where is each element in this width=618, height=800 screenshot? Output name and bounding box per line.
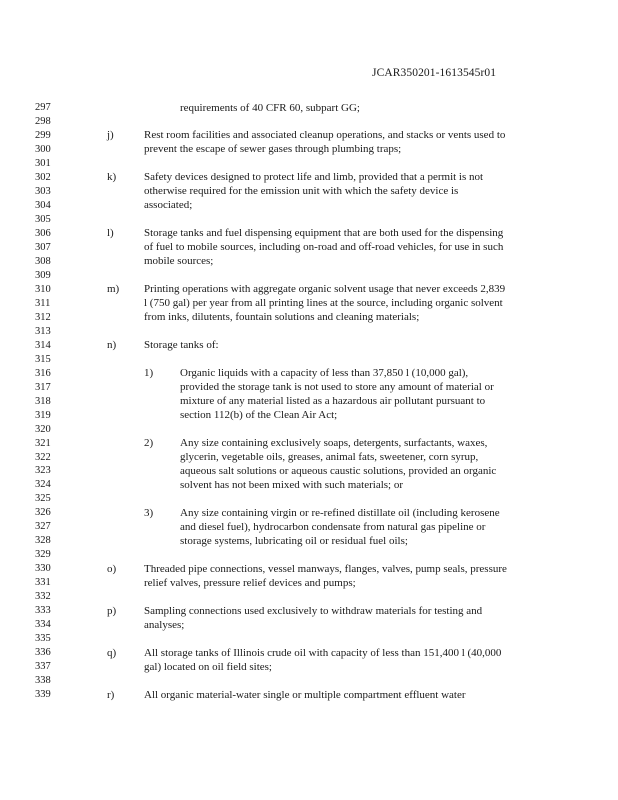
item-text-line: Storage tanks and fuel dispensing equipment that are both used for the dispensing (144, 227, 504, 240)
line-number: 300 (35, 143, 51, 155)
item-label: q) (107, 646, 117, 659)
line-number: 329 (35, 549, 51, 561)
item-text-line: mobile sources; (144, 255, 214, 268)
line-number: 334 (35, 619, 51, 631)
item-text-line: of fuel to mobile sources, including on-road and off-road vehicles, for use in such (144, 241, 504, 254)
item-text-line: prevent the escape of sewer gases through plumbing traps; (144, 143, 402, 156)
item-text-line: Any size containing exclusively soaps, detergents, surfactants, waxes, (180, 437, 488, 450)
line-number: 333 (35, 605, 51, 617)
item-text-line: mixture of any material listed as a hazardous air pollutant pursuant to (180, 395, 486, 408)
item-text-line: l (750 gal) per year from all printing lines at the source, including organic solvent (144, 297, 503, 310)
line-number: 323 (35, 465, 51, 477)
item-text-line: and diesel fuel), hydrocarbon condensate from natural gas pipeline or (180, 520, 486, 533)
line-number: 311 (35, 297, 51, 309)
line-number: 335 (35, 633, 51, 645)
line-number: 297 (35, 102, 51, 113)
item-label: l) (107, 227, 114, 240)
item-label: k) (107, 171, 117, 184)
item-text-line: provided the storage tank is not used to store any amount of material or (180, 381, 494, 394)
item-text-line: Printing operations with aggregate organic solvent usage that never exceeds 2,839 (144, 283, 506, 296)
line-number: 326 (35, 507, 51, 519)
line-number: 304 (35, 199, 51, 211)
line-number: 315 (35, 353, 51, 365)
item-text-line: Threaded pipe connections, vessel manways, flanges, valves, pump seals, pressure (144, 562, 507, 575)
item-text-line: analyses; (144, 618, 185, 631)
item-label: n) (107, 339, 117, 352)
item-label: 1) (144, 367, 154, 380)
item-text-line: requirements of 40 CFR 60, subpart GG; (180, 101, 360, 114)
line-number: 310 (35, 283, 51, 295)
item-text-line: All storage tanks of Illinois crude oil with capacity of less than 151,400 l (40,000 (144, 646, 502, 659)
item-text-line: aqueous salt solutions or aqueous caustic solutions, provided an organic (180, 464, 497, 477)
line-number: 336 (35, 647, 51, 659)
item-text-line: solvent has not been mixed with such materials; or (180, 478, 404, 491)
line-number: 309 (35, 269, 51, 281)
line-number: 299 (35, 129, 51, 141)
item-text-line: Any size containing virgin or re-refined distillate oil (including kerosene (180, 506, 500, 519)
line-number: 320 (35, 423, 51, 435)
line-number: 337 (35, 661, 51, 673)
line-number: 338 (35, 675, 51, 687)
line-number: 327 (35, 521, 51, 533)
item-label: m) (107, 283, 120, 296)
document-id: JCAR350201-1613545r01 (372, 67, 497, 79)
item-text-line: relief valves, pressure relief devices and pumps; (144, 576, 356, 589)
line-number: 301 (35, 157, 51, 169)
item-label: j) (107, 129, 114, 142)
line-number: 324 (35, 479, 51, 491)
line-number: 318 (35, 395, 51, 407)
item-text-line: Rest room facilities and associated cleanup operations, and stacks or vents used to (144, 129, 506, 142)
item-text-line: glycerin, vegetable oils, greases, animal fats, sweetener, corn syrup, (180, 451, 479, 463)
line-number: 322 (35, 451, 51, 463)
item-label: p) (107, 604, 117, 617)
line-number: 339 (35, 689, 51, 701)
line-number: 314 (35, 339, 51, 351)
line-number: 308 (35, 255, 51, 267)
item-text-line: storage systems, lubricating oil or residual fuel oils; (180, 534, 408, 547)
item-text-line: from inks, dilutents, fountain solutions and cleaning materials; (144, 311, 420, 324)
line-number: 325 (35, 493, 51, 505)
item-text-line: Storage tanks of: (144, 339, 219, 352)
item-text-line: gal) located on oil field sites; (144, 660, 272, 673)
item-text-line: All organic material-water single or multiple compartment effluent water (144, 688, 466, 701)
line-number: 298 (35, 115, 51, 127)
line-number: 306 (35, 227, 51, 239)
line-number: 331 (35, 577, 51, 589)
line-number: 330 (35, 563, 51, 575)
line-number: 317 (35, 381, 51, 393)
item-label: 2) (144, 437, 154, 450)
line-number: 312 (35, 311, 51, 323)
line-number: 302 (35, 171, 51, 183)
line-number: 305 (35, 213, 51, 225)
line-number: 316 (35, 367, 51, 379)
line-number: 307 (35, 241, 51, 253)
line-number: 313 (35, 325, 51, 337)
item-text-line: associated; (144, 199, 193, 212)
item-text-line: Organic liquids with a capacity of less than 37,850 l (10,000 gal), (180, 367, 469, 380)
item-text-line: section 112(b) of the Clean Air Act; (180, 409, 338, 422)
line-number: 332 (35, 591, 51, 603)
line-number: 321 (35, 437, 51, 449)
item-label: o) (107, 562, 117, 575)
item-text-line: Sampling connections used exclusively to withdraw materials for testing and (144, 604, 483, 617)
line-number: 328 (35, 535, 51, 547)
item-text-line: otherwise required for the emission unit with which the safety device is (144, 185, 459, 198)
line-number: 303 (35, 185, 51, 197)
item-text-line: Safety devices designed to protect life and limb, provided that a permit is not (144, 171, 484, 184)
item-label: r) (107, 688, 115, 701)
line-number: 319 (35, 409, 51, 421)
item-label: 3) (144, 506, 154, 519)
